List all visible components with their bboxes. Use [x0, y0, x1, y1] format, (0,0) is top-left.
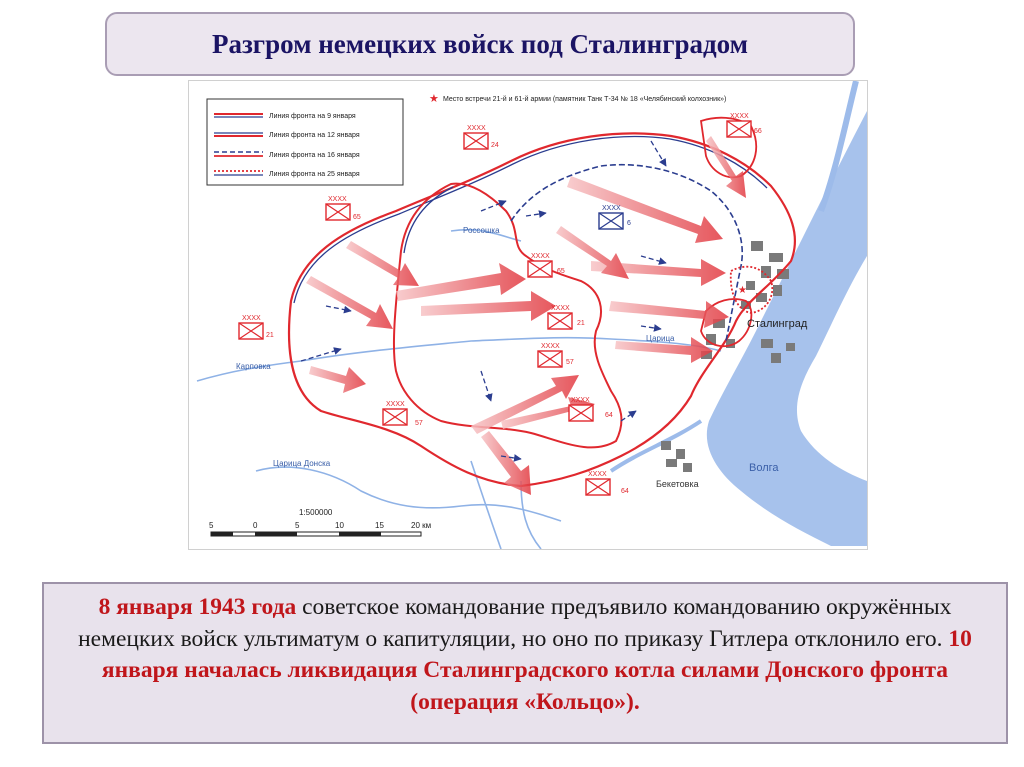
army-marker-21a	[239, 315, 274, 339]
svg-text:XXXX: XXXX	[730, 113, 749, 120]
svg-text:10: 10	[335, 521, 344, 530]
svg-text:21: 21	[577, 320, 585, 327]
meeting-note: Место встречи 21-й и 61-й армии (памятник Танк Т-34 № 18 «Челябинский колхозник»)	[443, 96, 727, 103]
army-marker-64b	[586, 471, 629, 495]
army-marker-24	[464, 125, 499, 149]
svg-text:XXXX: XXXX	[386, 401, 405, 408]
title-box	[105, 12, 855, 76]
svg-text:65: 65	[353, 214, 361, 221]
battle-map	[188, 80, 868, 550]
svg-text:64: 64	[621, 488, 629, 495]
description-text: советское командование предъявило командованию окружённых немецких войск ультиматум о капитуляции, но оно по приказу Гитлера отклонило его.	[78, 594, 952, 652]
svg-text:XXXX: XXXX	[242, 315, 261, 322]
svg-text:Линия фронта на 25 января: Линия фронта на 25 января	[269, 171, 360, 178]
svg-text:XXXX: XXXX	[531, 253, 550, 260]
svg-text:20 км: 20 км	[411, 521, 432, 530]
svg-text:★: ★	[738, 285, 747, 296]
svg-text:XXXX: XXXX	[571, 397, 590, 404]
army-marker-65a	[326, 196, 361, 221]
page-title: Разгром немецких войск под Сталинградом	[211, 28, 749, 59]
svg-text:66: 66	[754, 128, 762, 135]
svg-text:XXXX: XXXX	[602, 205, 621, 212]
tsaritsa-label: Царица	[646, 334, 675, 343]
svg-text:XXXX: XXXX	[588, 471, 607, 478]
map-legend	[207, 99, 403, 185]
army-marker-21b	[548, 305, 585, 329]
date-jan8: 8 января 1943 года	[98, 594, 297, 620]
svg-text:★: ★	[429, 93, 439, 105]
svg-text:64: 64	[605, 412, 613, 419]
army-marker-66	[727, 113, 762, 137]
svg-text:XXXX: XXXX	[541, 343, 560, 350]
svg-text:0: 0	[253, 521, 258, 530]
army-marker-65b	[528, 253, 565, 277]
svg-text:57: 57	[415, 420, 423, 427]
scale-ratio: 1:500000	[299, 508, 333, 517]
svg-text:XXXX: XXXX	[328, 196, 347, 203]
karpovka-label: Карповка	[236, 362, 271, 371]
scale-bar	[209, 508, 431, 536]
svg-text:24: 24	[491, 142, 499, 149]
description-box	[42, 582, 1008, 744]
army-marker-57a	[538, 343, 574, 367]
svg-text:57: 57	[566, 359, 574, 366]
date-jan10-text: 10 января началась ликвидация Сталинградского котла силами Донского фронта (операция «Кольцо»).	[101, 625, 972, 715]
army-marker-6	[599, 205, 631, 229]
stalingrad-label: Сталинград	[747, 318, 808, 330]
army-marker-64a	[569, 397, 613, 421]
svg-text:XXXX: XXXX	[551, 305, 570, 312]
svg-text:XXXX: XXXX	[467, 125, 486, 132]
svg-text:5: 5	[209, 521, 214, 530]
svg-text:21: 21	[266, 332, 274, 339]
svg-text:15: 15	[375, 521, 384, 530]
svg-text:5: 5	[295, 521, 300, 530]
volga-label: Волга	[749, 462, 779, 474]
rossoshka-label: Россошка	[463, 226, 500, 235]
svg-text:6: 6	[627, 220, 631, 227]
svg-text:Линия фронта на 9 января: Линия фронта на 9 января	[269, 113, 356, 120]
svg-text:Линия фронта на 12 января: Линия фронта на 12 января	[269, 132, 360, 139]
beketovka-label: Бекетовка	[656, 479, 699, 489]
tsaritsa-donskaya-label: Царица Донска	[273, 459, 331, 468]
small-rivers	[197, 230, 721, 549]
attack-arrows	[306, 136, 746, 495]
svg-text:65: 65	[557, 268, 565, 275]
svg-text:Линия фронта на 16 января: Линия фронта на 16 января	[269, 152, 360, 159]
